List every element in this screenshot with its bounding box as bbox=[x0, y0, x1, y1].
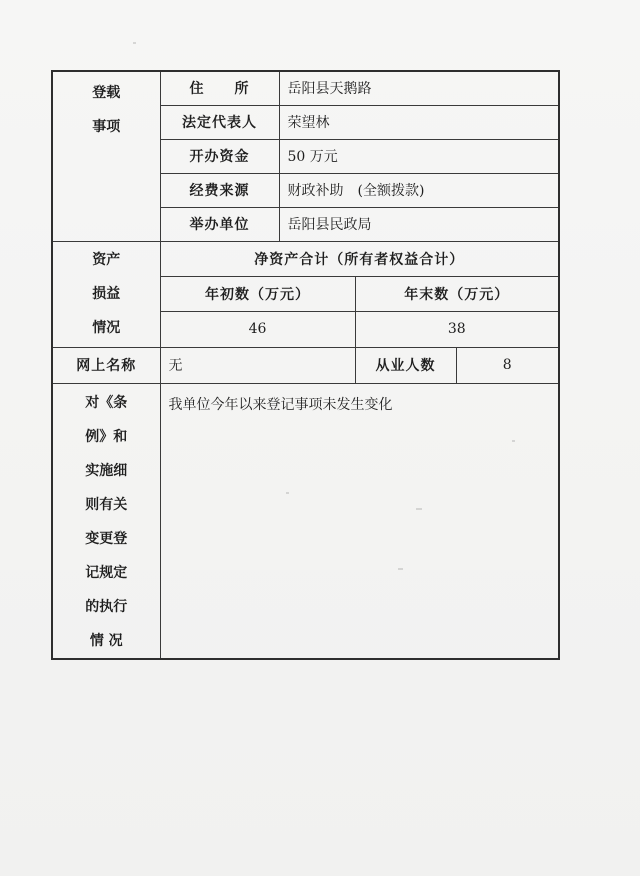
assets-label-line3: 情况 bbox=[92, 320, 121, 336]
sponsor-label: 举办单位 bbox=[160, 207, 279, 241]
sponsor-value: 岳阳县民政局 bbox=[279, 207, 559, 241]
legal-rep-value: 荣望林 bbox=[279, 105, 559, 139]
registration-row-address bbox=[52, 71, 559, 105]
begin-year-value: 46 bbox=[160, 311, 355, 347]
registration-label-line1: 登载 bbox=[92, 85, 121, 101]
scan-speck bbox=[416, 508, 422, 510]
online-name-label: 网上名称 bbox=[52, 347, 160, 383]
assets-label-line1: 资产 bbox=[92, 252, 121, 268]
assets-header-row bbox=[52, 241, 559, 276]
compliance-text: 我单位今年以来登记事项未发生变化 bbox=[160, 383, 559, 659]
registration-section-label bbox=[52, 71, 160, 241]
end-year-value: 38 bbox=[355, 311, 559, 347]
compliance-label-line1: 对《条 bbox=[85, 394, 128, 411]
online-name-value: 无 bbox=[160, 347, 355, 383]
compliance-label-line8: 情 况 bbox=[89, 632, 123, 649]
funding-source-label: 经费来源 bbox=[160, 173, 279, 207]
assets-section-label bbox=[52, 241, 160, 347]
compliance-label-line4: 则有关 bbox=[85, 496, 128, 513]
begin-year-header: 年初数（万元） bbox=[160, 276, 355, 311]
staff-count-label: 从业人数 bbox=[355, 347, 456, 383]
compliance-label-line6: 记规定 bbox=[85, 564, 128, 581]
legal-rep-label: 法定代表人 bbox=[160, 105, 279, 139]
funds-value: 50 万元 bbox=[279, 139, 559, 173]
annual-report-table bbox=[51, 70, 560, 660]
compliance-label-line2: 例》和 bbox=[85, 428, 128, 445]
staff-count-value: 8 bbox=[456, 347, 559, 383]
net-assets-header: 净资产合计（所有者权益合计） bbox=[160, 241, 559, 276]
funds-label: 开办资金 bbox=[160, 139, 279, 173]
scan-speck bbox=[512, 440, 515, 442]
address-label: 住 所 bbox=[160, 71, 279, 105]
address-value: 岳阳县天鹅路 bbox=[279, 71, 559, 105]
registration-label-line2: 事项 bbox=[92, 119, 121, 135]
assets-label-line2: 损益 bbox=[92, 286, 121, 302]
compliance-section-label bbox=[52, 383, 160, 659]
funding-source-value: 财政补助 (全额拨款) bbox=[279, 173, 559, 207]
compliance-label-line7: 的执行 bbox=[85, 598, 128, 615]
scan-speck bbox=[398, 568, 403, 570]
compliance-label-line3: 实施细 bbox=[85, 462, 128, 479]
scan-speck bbox=[286, 492, 289, 494]
compliance-row bbox=[52, 383, 559, 659]
online-row bbox=[52, 347, 559, 383]
end-year-header: 年末数（万元） bbox=[355, 276, 559, 311]
compliance-label-line5: 变更登 bbox=[85, 530, 128, 547]
scan-speck bbox=[133, 42, 136, 44]
